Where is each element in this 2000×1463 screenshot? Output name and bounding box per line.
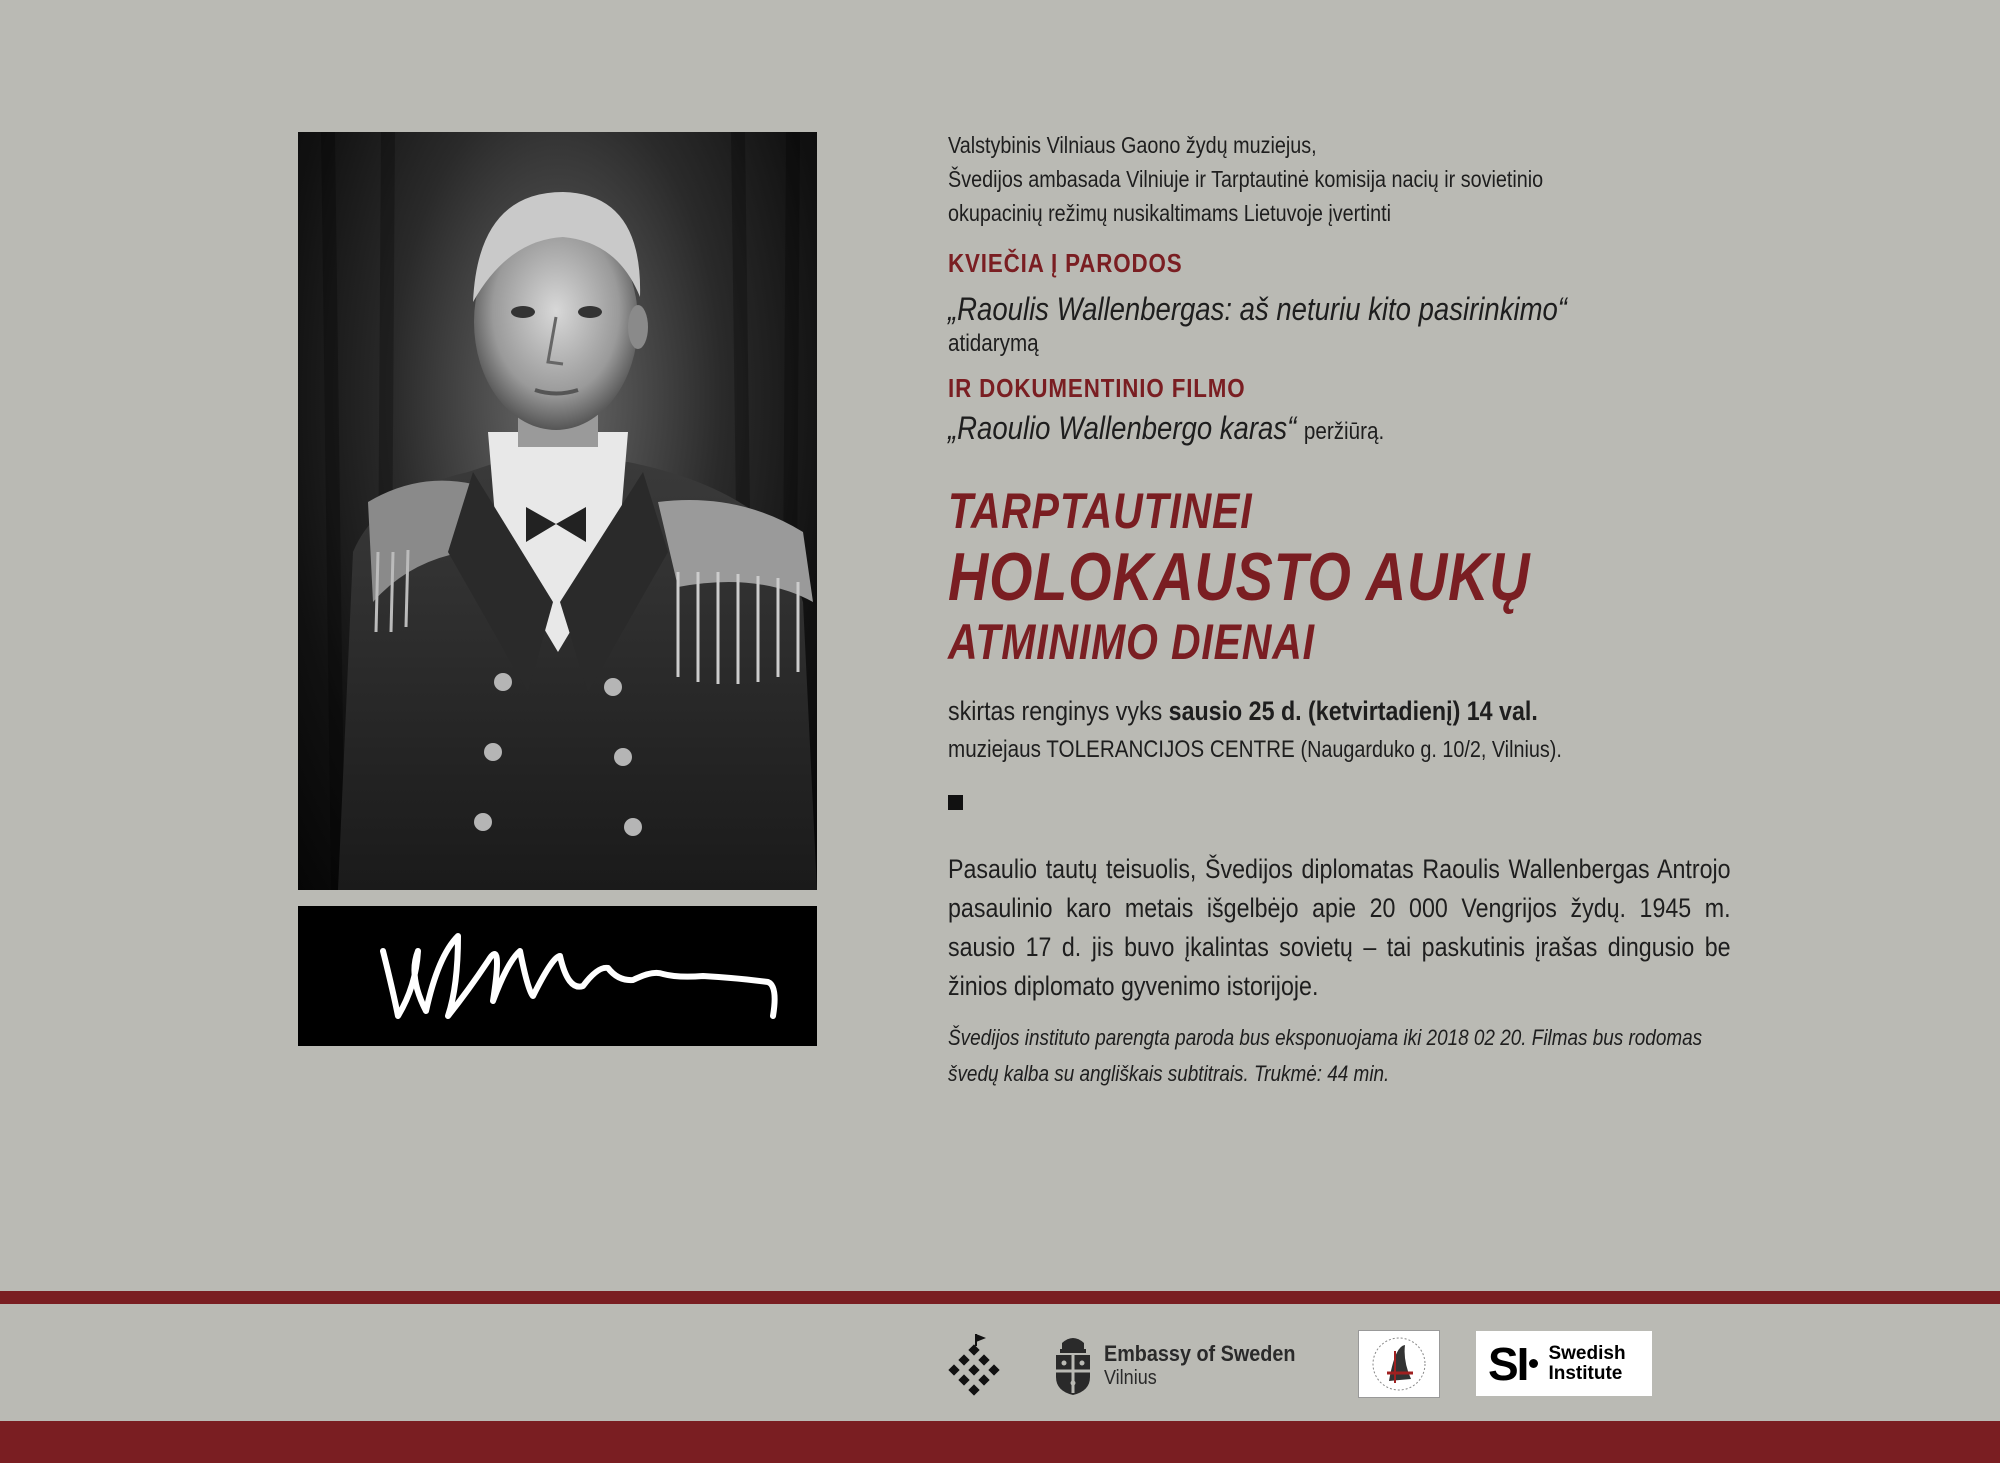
si-text <box>1548 1344 1625 1384</box>
divider-square <box>948 795 963 810</box>
event-place: muziejaus TOLERANCIJOS CENTRE <box>948 736 1295 763</box>
organizer-line: okupacinių režimų nusikaltimams Lietuvoje įvertinti <box>948 200 1392 226</box>
portrait-photo <box>298 132 817 890</box>
si-line-2: Institute <box>1548 1362 1623 1384</box>
event-date: sausio 25 d. (ketvirtadienį) 14 val. <box>1168 696 1538 726</box>
headline-line-3: ATMINIMO DIENAI <box>948 614 1315 670</box>
embassy-line-1: Embassy of Sweden <box>1104 1340 1296 1366</box>
swedish-crest-icon <box>1052 1333 1094 1397</box>
portrait-illustration <box>298 132 817 890</box>
description: Pasaulio tautų teisuolis, Švedijos diplomatas Raoulis Wallenbergas Antrojo pasaulinio karo metais išgelbėjo apie 20 000 Vengrijos žydų. 1945 m. sausio 17 d. jis buvo įkalintas sovietų – tai paskutinis įrašas dingusio be žinios diplomato gyvenimo istorijoje. <box>948 854 1731 1001</box>
swedish-institute-logo <box>1476 1331 1652 1396</box>
film-title: „Raoulio Wallenbergo karas“ <box>948 410 1297 446</box>
organizer-line: Švedijos ambasada Vilniuje ir Tarptautinė komisija nacių ir sovietinio <box>948 166 1544 192</box>
embassy-line-2: Vilnius <box>1104 1366 1157 1389</box>
signature-image <box>298 906 817 1046</box>
exhibition-suffix: atidarymą <box>948 330 1039 357</box>
si-line-1: Swedish <box>1548 1342 1626 1364</box>
film-heading: IR DOKUMENTINIO FILMO <box>948 373 1246 403</box>
note: Švedijos instituto parengta paroda bus eksponuojama iki 2018 02 20. Filmas bus rodomas švedų kalba su angliškais subtitrais. Trukmė: 44 min. <box>948 1025 1703 1086</box>
commission-logo <box>1358 1330 1440 1398</box>
signature-box <box>298 906 817 1046</box>
museum-logo <box>946 1332 1002 1403</box>
headline-line-2: HOLOKAUSTO AUKŲ <box>948 539 1531 615</box>
commission-emblem-icon <box>1359 1331 1439 1397</box>
event-address: (Naugarduko g. 10/2, Vilnius). <box>1300 736 1562 762</box>
si-mark: SI <box>1488 1337 1528 1390</box>
organizers <box>948 128 1722 230</box>
exhibition-title: „Raoulis Wallenbergas: aš neturiu kito pasirinkimo“ <box>948 291 1567 327</box>
embassy-logo <box>1052 1333 1317 1397</box>
film-suffix: peržiūrą. <box>1303 418 1385 445</box>
museum-emblem-icon <box>946 1332 1002 1398</box>
footer-band-thin <box>0 1291 2000 1304</box>
invitation-content <box>948 128 1731 1092</box>
footer-band-thick <box>0 1421 2000 1463</box>
embassy-text <box>1104 1341 1295 1390</box>
event-prefix: skirtas renginys vyks <box>948 696 1163 726</box>
si-dot <box>1529 1359 1538 1368</box>
organizer-line: Valstybinis Vilniaus Gaono žydų muziejus, <box>948 132 1317 158</box>
film-line <box>948 408 1722 452</box>
event-details <box>948 692 1765 769</box>
invite-heading: KVIEČIA Į PARODOS <box>948 248 1183 278</box>
headline-line-1: TARPTAUTINEI <box>948 483 1253 539</box>
